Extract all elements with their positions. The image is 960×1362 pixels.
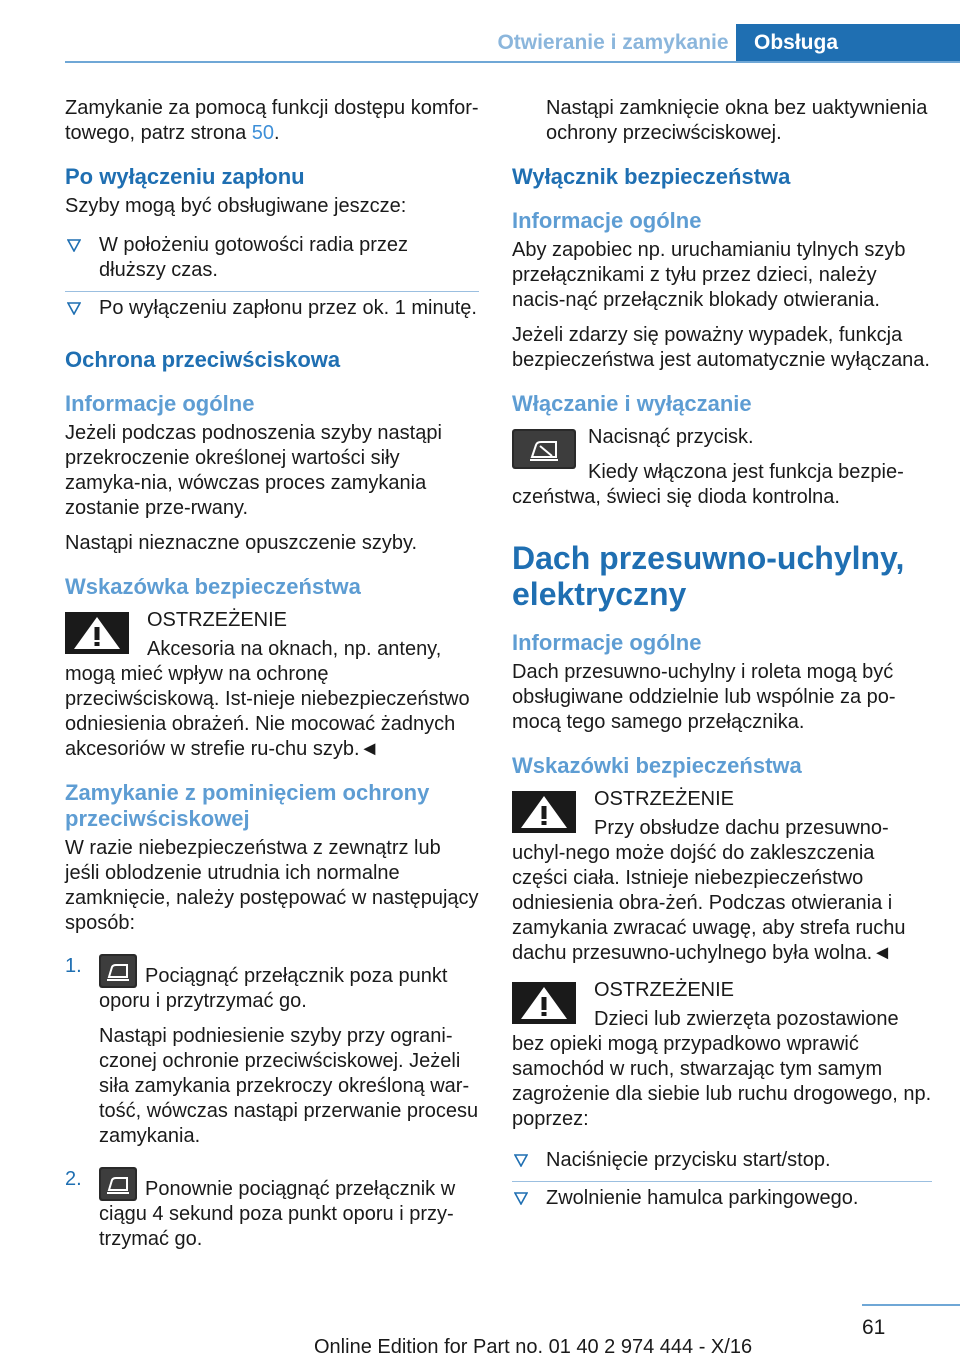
on-off-paragraph-1: Nacisnąć przycisk. (588, 426, 754, 448)
edition-note: Online Edition for Part no. 01 40 2 974 444 - X/16 (314, 1336, 753, 1358)
switch-paragraph-1: Aby zapobiec np. uruchamianiu tylnych szyb przełącznikami z tyłu przez dzieci, należy nacis-nąć przełącznik blokady otwierania. (512, 239, 906, 311)
warning-block (512, 978, 932, 1132)
list-item: Zwolnienie hamulca parkingowego. (512, 1182, 932, 1219)
warning-text: Akcesoria na oknach, np. anteny, mogą mieć wpływ na ochronę przeciwściskową. Ist-nieje niebezpieczeństwo odniesienia obrażeń. Nie mocować żadnych akcesoriów w strefie ru-chu szyb.◄ (65, 638, 470, 760)
triangle-bullet-icon (67, 238, 81, 252)
subheading-general-info: Informacje ogólne (512, 208, 702, 233)
warning-block (512, 787, 932, 966)
warning-list (512, 1144, 932, 1219)
warning-triangle-icon (65, 612, 129, 654)
step-number: 1. (65, 955, 82, 977)
subheading-on-off: Włączanie i wyłączanie (512, 391, 752, 416)
subheading-safety-notes: Wskazówki bezpieczeństwa (512, 753, 802, 778)
footer-rule (862, 1304, 960, 1306)
list-item: Naciśnięcie przycisku start/stop. (512, 1144, 932, 1182)
warning-block (65, 608, 479, 762)
warning-triangle-icon (512, 982, 576, 1024)
heading-sunroof: Dach przesuwno-uchylny, elektryczny (512, 540, 905, 612)
pinch-paragraph-1: Jeżeli podczas podnoszenia szyby nastąpi przekroczenie określonej wartości siły zamyka-nia, wówczas proces zamykania zostanie prze-rwany. (65, 422, 442, 519)
step-number: 2. (65, 1168, 82, 1190)
header-section-title: Otwieranie i zamykanie (490, 24, 736, 62)
warning-title: OSTRZEŻENIE (147, 609, 288, 631)
list-item: W położeniu gotowości radia przez dłuższy czas. (65, 229, 479, 292)
window-switch-icon (99, 954, 137, 988)
warning-text: Dzieci lub zwierzęta pozostawione bez opieki mogą przypadkowo wprawić samochód w ruch, stwarzając tym samym zagrożenie dla siebie lub ruchu drogowego, np. poprzez: (512, 1008, 932, 1130)
header-chapter-tab[interactable]: Obsługa (736, 24, 960, 62)
window-switch-icon (99, 1167, 137, 1201)
triangle-bullet-icon (514, 1191, 528, 1205)
warning-text: Przy obsłudze dachu przesuwno-uchyl-nego może dojść do zakleszczenia części ciała. Istnieje niebezpieczeństwo odniesienia obra-żeń. Podczas otwierania i zamykania zwracać uwagę, aby strefa ruchu dachu przesuwno-uchylnego była wolna.◄ (512, 817, 906, 964)
on-off-paragraph-2: Kiedy włączona jest funkcja bezpie-czeństwa, świeci się dioda kontrolna. (512, 461, 904, 508)
ignition-text: Szyby mogą być obsługiwane jeszcze: (65, 195, 407, 217)
window-lock-button-icon (512, 429, 576, 469)
step-sub-text: Nastąpi podniesienie szyby przy ograni-czonej ochronie przeciwściskowej. Jeżeli siła zamykania przekroczy określoną war-tość, wówczas nastąpi przerwanie procesu zamykania. (99, 1025, 479, 1147)
bypass-text: W razie niebezpieczeństwa z zewnątrz lub jeśli oblodzenie utrudnia ich normalne zamknięcie, należy postępować w następujący sposób: (65, 837, 479, 934)
page-header (0, 0, 960, 62)
list-item: Po wyłączeniu zapłonu przez ok. 1 minutę. (65, 292, 479, 329)
subheading-safety-note: Wskazówka bezpieczeństwa (65, 574, 361, 599)
left-column (65, 96, 479, 1270)
warning-title: OSTRZEŻENIE (594, 979, 735, 1001)
subheading-general-info: Informacje ogólne (65, 391, 255, 416)
bypass-steps (65, 954, 479, 1252)
ignition-list (65, 229, 479, 329)
heading-after-ignition: Po wyłączeniu zapłonu (65, 164, 305, 189)
page-link[interactable]: 50 (251, 122, 275, 144)
step-item: 2. Ponownie pociągnąć przełącznik w ciągu 4 sekund poza punkt oporu i przy-trzymać go. (65, 1168, 456, 1250)
roof-paragraph: Dach przesuwno-uchylny i roleta mogą być obsługiwane oddzielnie lub wspólnie za po-mocą tego samego przełącznika. (512, 661, 896, 733)
step-2-continuation: Nastąpi zamknięcie okna bez uaktywnienia ochrony przeciwściskowej. (546, 97, 928, 144)
heading-pinch-protection: Ochrona przeciwściskowa (65, 347, 341, 372)
heading-safety-switch: Wyłącznik bezpieczeństwa (512, 164, 791, 189)
subheading-bypass: Zamykanie z pominięciem ochrony przeciwściskowej (65, 780, 430, 831)
warning-triangle-icon (512, 791, 576, 833)
triangle-bullet-icon (514, 1153, 528, 1167)
subheading-general-info: Informacje ogólne (512, 630, 702, 655)
intro-paragraph: Zamykanie za pomocą funkcji dostępu komfor-towego, patrz strona 50. (65, 97, 479, 144)
switch-paragraph-2: Jeżeli zdarzy się poważny wypadek, funkcja bezpieczeństwa jest automatycznie wyłączana. (512, 324, 930, 371)
header-rule (65, 61, 960, 63)
pinch-paragraph-2: Nastąpi nieznaczne opuszczenie szyby. (65, 532, 418, 554)
page-number: 61 (862, 1316, 886, 1339)
warning-title: OSTRZEŻENIE (594, 788, 735, 810)
step-item: 1. Pociągnąć przełącznik poza punkt oporu i przytrzymać go. Nastąpi podniesienie szyby przy ograni-czonej ochronie przeciwściskowej. Jeżeli siła zamykania przekroczy określoną war-tość, wówczas nastąpi przerwanie procesu zamykania. (65, 955, 479, 1147)
triangle-bullet-icon (67, 301, 81, 315)
on-off-block (512, 425, 932, 510)
right-column (512, 96, 932, 1225)
